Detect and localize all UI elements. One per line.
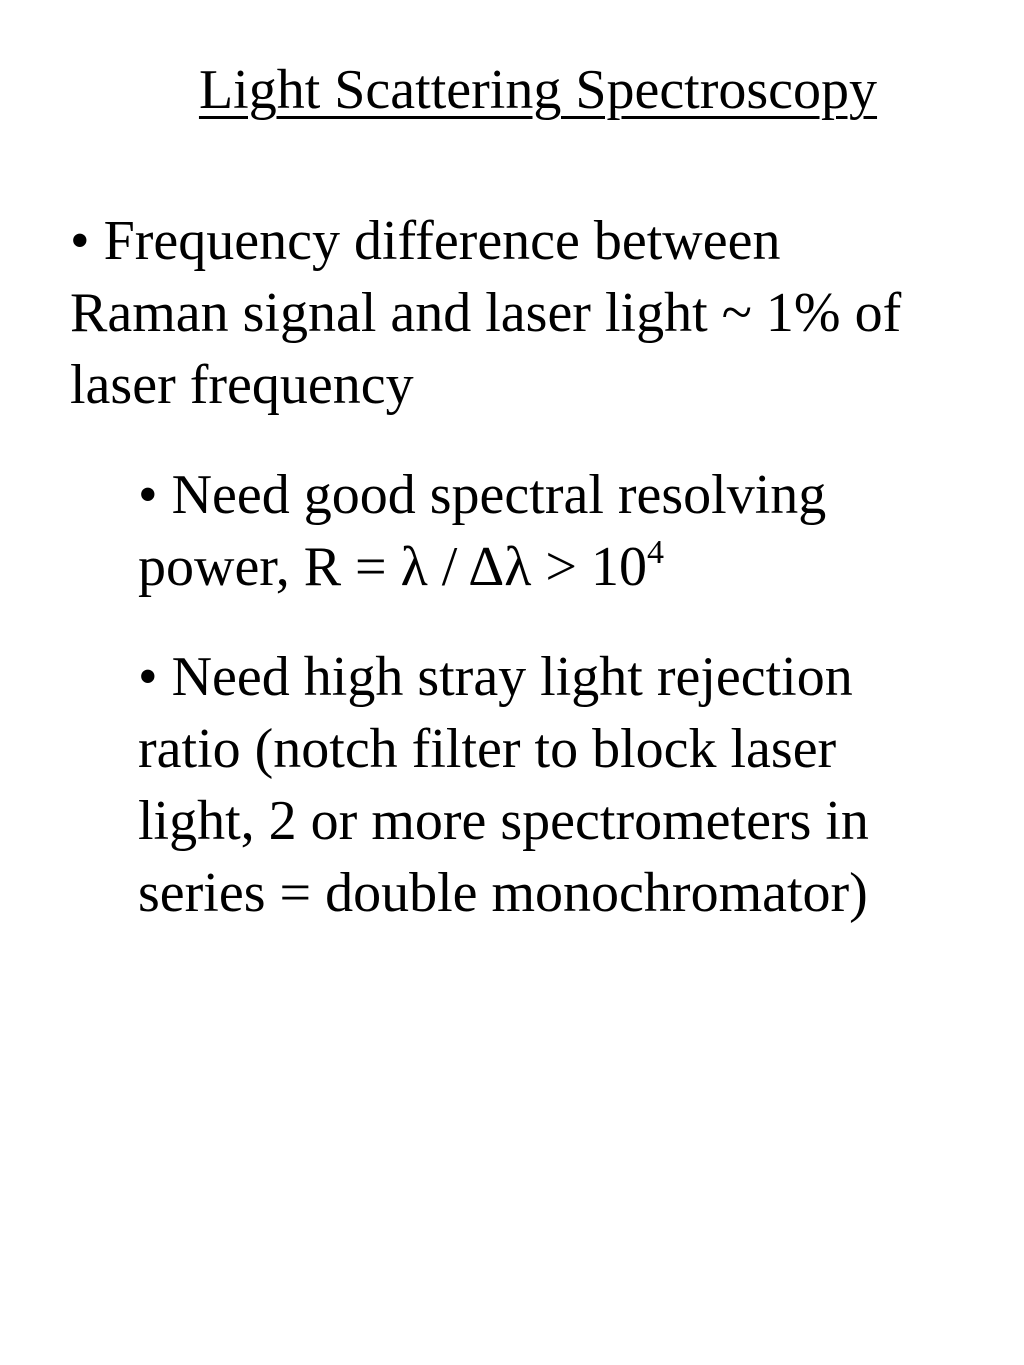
bullet-line: laser frequency — [70, 354, 414, 416]
bullet-stray-light-rejection — [138, 641, 998, 929]
bullet-marker: • — [138, 646, 158, 708]
bullet-text: Need high stray light rejection — [171, 646, 853, 708]
bullet-line — [138, 459, 998, 531]
bullet-line — [138, 531, 998, 603]
bullet-line: Raman signal and laser light ~ 1% of — [70, 282, 902, 344]
resolving-power-formula: power, R = λ / Δλ > 10 — [138, 536, 648, 598]
bullet-line: series = double monochromator) — [138, 862, 868, 924]
bullet-line — [70, 205, 990, 277]
bullet-text: Need good spectral resolving — [171, 464, 827, 526]
bullet-marker: • — [138, 464, 158, 526]
bullet-line — [138, 641, 998, 713]
exponent: 4 — [647, 534, 665, 572]
bullet-line: ratio (notch filter to block laser — [138, 718, 837, 780]
bullet-resolving-power — [138, 459, 998, 603]
bullet-line: light, 2 or more spectrometers in — [138, 790, 869, 852]
bullet-text: Frequency difference between — [103, 210, 781, 272]
bullet-frequency-difference — [70, 205, 990, 421]
slide-title: Light Scattering Spectroscopy — [198, 59, 878, 121]
bullet-marker: • — [70, 210, 90, 272]
